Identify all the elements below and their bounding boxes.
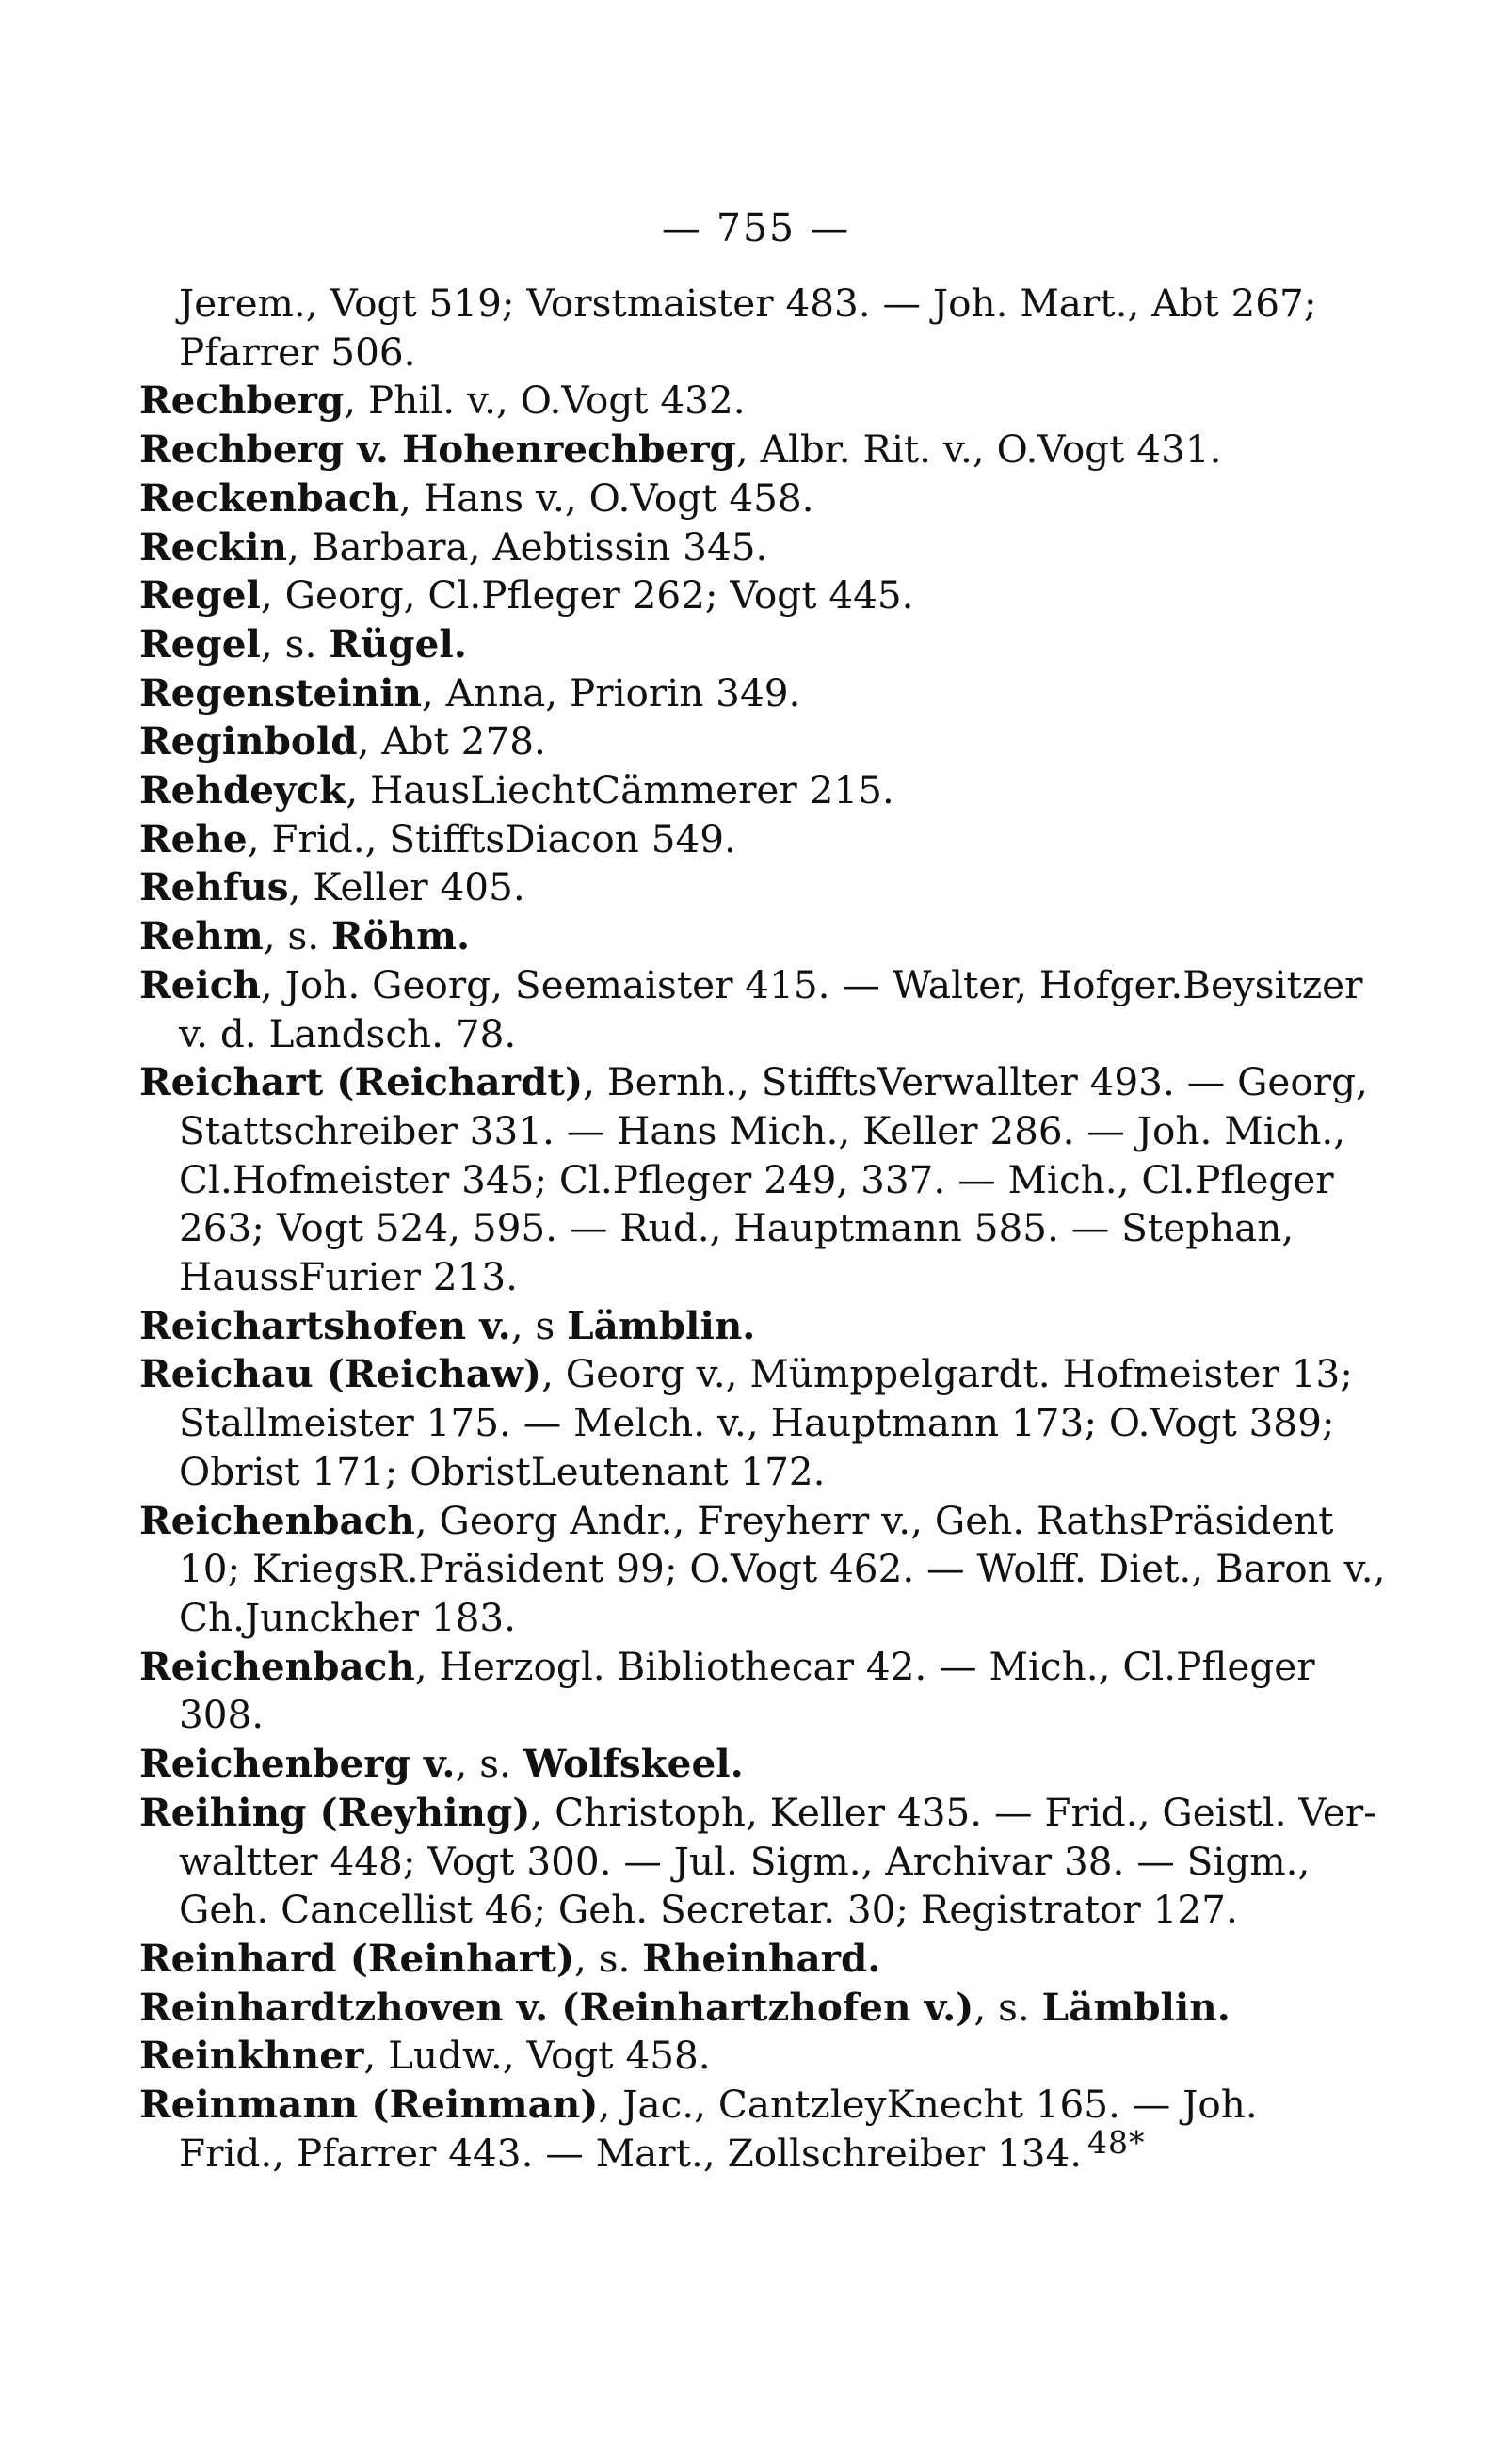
entry-headword: Regel [139, 572, 261, 619]
entry-line: 308. [179, 1692, 265, 1738]
entry-headword: Rechberg [139, 378, 345, 424]
entry-text: , Abt 278. [357, 718, 546, 764]
index-entry [139, 1984, 1294, 2033]
index-entry [139, 1350, 1353, 1496]
entry-headword: Reichart (Reichardt) [139, 1059, 584, 1105]
entry-headword: Reich [139, 961, 261, 1007]
entry-text: , HausLiechtCämmerer 215. [346, 767, 894, 813]
entry-headword: Reckin [139, 523, 287, 570]
entry-headword: Reichenberg v. [139, 1741, 456, 1787]
entry-line: , Bernh., StifftsVerwallter 493. — Georg, [583, 1059, 1368, 1105]
entry-text: , s [510, 1302, 568, 1348]
entry-headword: Reginbold [139, 718, 358, 764]
entry-headword: Rechberg v. Hohenrechberg [139, 426, 736, 473]
index-entry [139, 1740, 1294, 1789]
entry-line: , Herzogl. Bibliothecar 42. — Mich., Cl.Pfleger [414, 1643, 1315, 1689]
entry-line: Geh. Cancellist 46; Geh. Secretar. 30; Registrator 127. [179, 1887, 1238, 1933]
entry-headword: Reichenbach [139, 1643, 415, 1689]
entry-text: , s. [574, 1935, 643, 1981]
entry-headword: Reckenbach [139, 475, 400, 521]
index-entry [139, 669, 1294, 718]
entry-line: Frid., Pfarrer 443. — Mart., Zollschreiber 134. [179, 2130, 1083, 2176]
entry-headword: Reinhardtzhoven v. (Reinhartzhofen v.) [139, 1984, 974, 2030]
entry-cross-reference: Rheinhard. [642, 1935, 881, 1981]
index-entry [139, 863, 1294, 912]
entry-text: , Hans v., O.Vogt 458. [399, 475, 814, 521]
index-entry [139, 1935, 1294, 1984]
entry-line: v. d. Landsch. 78. [179, 1010, 517, 1056]
entry-line: Stallmeister 175. — Melch. v., Hauptmann 173; O.Vogt 389; [179, 1400, 1335, 1446]
index-entry [139, 912, 1294, 961]
index-entry [139, 1497, 1386, 1643]
entry-cross-reference: Rügel. [329, 620, 467, 667]
entry-headword: Reichau (Reichaw) [139, 1351, 542, 1397]
entry-cross-reference: Lämblin. [1041, 1984, 1231, 2030]
index-entry [139, 717, 1294, 766]
entry-headword: Regel [139, 620, 261, 667]
entry-line: 263; Vogt 524, 595. — Rud., Hauptmann 585. — Stephan, [179, 1205, 1295, 1251]
entry-line: , Georg Andr., Freyherr v., Geh. RathsPräsident [414, 1497, 1334, 1543]
page-number: — 755 — [661, 205, 851, 250]
entry-headword: Reichartshofen v. [139, 1302, 511, 1348]
entry-headword: Reinhard (Reinhart) [139, 1935, 575, 1981]
entry-headword: Reihing (Reyhing) [139, 1789, 531, 1835]
entry-line: 10; KriegsR.Präsident 99; O.Vogt 462. — Wolff. Diet., Baron v., [179, 1546, 1386, 1592]
entry-line: HaussFurier 213. [179, 1254, 518, 1300]
index-entry [139, 377, 1294, 426]
entry-headword: Rehfus [139, 864, 289, 910]
entry-headword: Rehe [139, 815, 248, 861]
entry-cross-reference: Röhm. [331, 913, 471, 959]
index-entry [139, 571, 1294, 620]
entry-headword: Rehdeyck [139, 767, 346, 813]
index-entry [139, 620, 1294, 669]
entry-line: Stattschreiber 331. — Hans Mich., Keller 286. — Joh. Mich., [179, 1107, 1346, 1153]
entry-text: , s. [260, 620, 330, 667]
entry-text: , Frid., StifftsDiacon 549. [247, 815, 736, 861]
index-entry [139, 426, 1294, 475]
entry-text: , Georg, Cl.Pfleger 262; Vogt 445. [260, 572, 914, 619]
index-entry [139, 1302, 1294, 1351]
entry-headword: Reinmann (Reinman) [139, 2082, 599, 2128]
entry-line: Obrist 171; ObristLeutenant 172. [179, 1448, 826, 1494]
entry-text: , Albr. Rit. v., O.Vogt 431. [735, 426, 1222, 473]
entry-text: , Keller 405. [288, 864, 525, 910]
entry-line: Ch.Junckher 183. [179, 1594, 517, 1640]
entry-line: , Georg v., Mümppelgardt. Hofmeister 13; [541, 1351, 1353, 1397]
index-entries [139, 280, 1386, 2178]
entry-line: , Joh. Georg, Seemaister 415. — Walter, Hofger.Beysitzer [260, 961, 1363, 1007]
index-entry [139, 1643, 1315, 1740]
index-entry [139, 2032, 1294, 2081]
entry-cross-reference: Lämblin. [567, 1302, 756, 1348]
entry-headword: Reichenbach [139, 1497, 415, 1543]
entry-line: , Christoph, Keller 435. — Frid., Geistl. Ver- [530, 1789, 1376, 1835]
entry-text: , Ludw., Vogt 458. [363, 2033, 711, 2079]
entry-text: , s. [263, 913, 332, 959]
entry-cross-reference: Wolfskeel. [523, 1741, 744, 1787]
index-entry [139, 1789, 1376, 1935]
entry-text: , Phil. v., O.Vogt 432. [344, 378, 746, 424]
index-entry [139, 523, 1294, 572]
entry-headword: Reinkhner [139, 2033, 364, 2079]
entry-line: , Jac., CantzleyKnecht 165. — Joh. [598, 2082, 1258, 2128]
entry-line: waltter 448; Vogt 300. — Jul. Sigm., Archivar 38. — Sigm., [179, 1838, 1311, 1884]
index-entry [139, 961, 1363, 1058]
signature-mark: 48* [1087, 2124, 1146, 2161]
entry-headword: Rehm [139, 913, 264, 959]
entry-line: Pfarrer 506. [179, 329, 416, 375]
entry-text: , s. [455, 1741, 523, 1787]
entry-text: , Anna, Priorin 349. [421, 669, 801, 716]
entry-text: , s. [973, 1984, 1042, 2030]
index-entry [139, 766, 1294, 815]
index-entry [139, 815, 1294, 864]
entry-headword: Regensteinin [139, 669, 422, 716]
index-entry [139, 1058, 1368, 1302]
index-entry-continuation [139, 280, 1317, 377]
entry-line: Cl.Hofmeister 345; Cl.Pfleger 249, 337. — Mich., Cl.Pfleger [179, 1156, 1334, 1202]
entry-text: , Barbara, Aebtissin 345. [286, 523, 768, 570]
entry-line: Jerem., Vogt 519; Vorstmaister 483. — Joh. Mart., Abt 267; [179, 281, 1317, 326]
index-entry [139, 475, 1294, 523]
